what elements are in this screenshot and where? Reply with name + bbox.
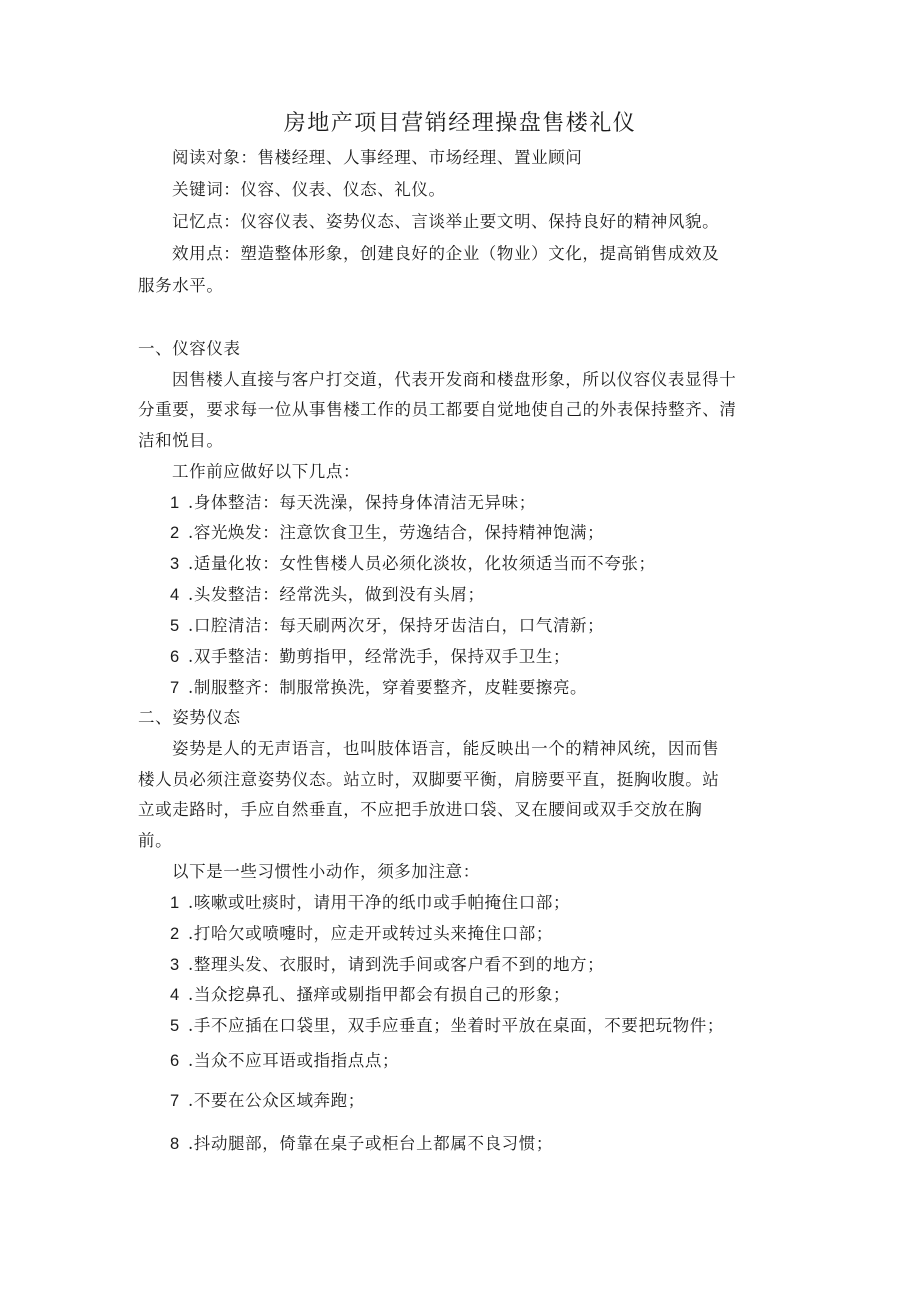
section1-para-line: 洁和悦目。 bbox=[138, 431, 224, 450]
item-text: .身体整洁：每天洗澡，保持身体清洁无异味； bbox=[188, 493, 536, 512]
section1-para-line: 分重要，要求每一位从事售楼工作的员工都要自觉地使自己的外表保持整齐、清 bbox=[138, 400, 737, 419]
item-number: 8 bbox=[170, 1135, 180, 1153]
meta-keywords: 关键词：仪容、仪表、仪态、礼仪。 bbox=[172, 180, 446, 199]
list-item bbox=[170, 984, 570, 1006]
item-number: 2 bbox=[170, 925, 180, 943]
item-text: .打哈欠或喷嚏时，应走开或转过头来掩住口部； bbox=[188, 924, 553, 943]
meta-effect-line2: 服务水平。 bbox=[138, 276, 224, 295]
list-item bbox=[170, 1050, 399, 1072]
list-item bbox=[170, 584, 485, 606]
meta-effect-line1: 效用点：塑造整体形象，创建良好的企业（物业）文化，提高销售成效及 bbox=[172, 244, 720, 263]
list-item bbox=[170, 492, 536, 514]
item-number: 1 bbox=[170, 494, 180, 512]
item-text: .整理头发、衣服时，请到洗手间或客户看不到的地方； bbox=[188, 955, 605, 974]
section1-para-line: 因售楼人直接与客户打交道，代表开发商和楼盘形象，所以仪容仪表显得十 bbox=[172, 370, 737, 389]
item-number: 4 bbox=[170, 586, 180, 604]
section2-para-line: 前。 bbox=[138, 831, 173, 850]
item-number: 3 bbox=[170, 555, 180, 573]
item-text: .口腔清洁：每天刷两次牙，保持牙齿洁白，口气清新； bbox=[188, 616, 605, 635]
item-text: .抖动腿部，倚靠在桌子或柜台上都属不良习惯； bbox=[188, 1134, 553, 1153]
item-number: 5 bbox=[170, 617, 180, 635]
meta-audience: 阅读对象：售楼经理、人事经理、市场经理、置业顾问 bbox=[172, 148, 583, 167]
item-text: .当众挖鼻孔、搔痒或剔指甲都会有损自己的形象； bbox=[188, 985, 571, 1004]
section2-heading: 二、姿势仪态 bbox=[138, 708, 241, 727]
item-number: 6 bbox=[170, 648, 180, 666]
item-text: .当众不应耳语或指指点点； bbox=[188, 1051, 400, 1070]
section1-heading: 一、仪容仪表 bbox=[138, 339, 241, 358]
item-text: .制服整齐：制服常换洗，穿着要整齐，皮鞋要擦亮。 bbox=[188, 678, 588, 697]
list-item bbox=[170, 1090, 365, 1112]
section2-para-line: 立或走路时，手应自然垂直，不应把手放进口袋、叉在腰间或双手交放在胸 bbox=[138, 800, 703, 819]
item-number: 2 bbox=[170, 524, 180, 542]
item-text: .头发整洁：经常洗头，做到没有头屑； bbox=[188, 585, 485, 604]
meta-memory: 记忆点：仪容仪表、姿势仪态、言谈举止要文明、保持良好的精神风貌。 bbox=[172, 212, 720, 231]
section2-para-line: 姿势是人的无声语言，也叫肢体语言，能反映出一个的精神风统，因而售 bbox=[172, 739, 720, 758]
section1-intro: 工作前应做好以下几点： bbox=[172, 462, 361, 481]
item-text: .手不应插在口袋里，双手应垂直；坐着时平放在桌面，不要把玩物件； bbox=[188, 1016, 724, 1035]
list-item bbox=[170, 1133, 553, 1155]
item-number: 1 bbox=[170, 894, 180, 912]
item-text: .双手整洁：勤剪指甲，经常洗手，保持双手卫生； bbox=[188, 647, 571, 666]
list-item bbox=[170, 677, 587, 699]
section2-para-line: 楼人员必须注意姿势仪态。站立时，双脚要平衡，肩膀要平直，挺胸收腹。站 bbox=[138, 770, 720, 789]
item-text: .不要在公众区域奔跑； bbox=[188, 1091, 365, 1110]
list-item bbox=[170, 1015, 724, 1037]
section2-intro: 以下是一些习惯性小动作，须多加注意： bbox=[172, 862, 480, 881]
item-number: 7 bbox=[170, 679, 180, 697]
item-text: .适量化妆：女性售楼人员必须化淡妆，化妆须适当而不夸张； bbox=[188, 554, 656, 573]
list-item bbox=[170, 954, 604, 976]
item-text: .咳嗽或吐痰时，请用干净的纸巾或手帕掩住口部； bbox=[188, 893, 571, 912]
item-number: 5 bbox=[170, 1017, 180, 1035]
item-number: 7 bbox=[170, 1092, 180, 1110]
item-text: .容光焕发：注意饮食卫生，劳逸结合，保持精神饱满； bbox=[188, 523, 605, 542]
item-number: 3 bbox=[170, 956, 180, 974]
document-title: 房地产项目营销经理操盘售楼礼仪 bbox=[283, 111, 637, 136]
list-item bbox=[170, 892, 570, 914]
list-item bbox=[170, 553, 656, 575]
list-item bbox=[170, 646, 570, 668]
item-number: 6 bbox=[170, 1052, 180, 1070]
list-item bbox=[170, 522, 604, 544]
item-number: 4 bbox=[170, 986, 180, 1004]
list-item bbox=[170, 923, 553, 945]
list-item bbox=[170, 615, 604, 637]
